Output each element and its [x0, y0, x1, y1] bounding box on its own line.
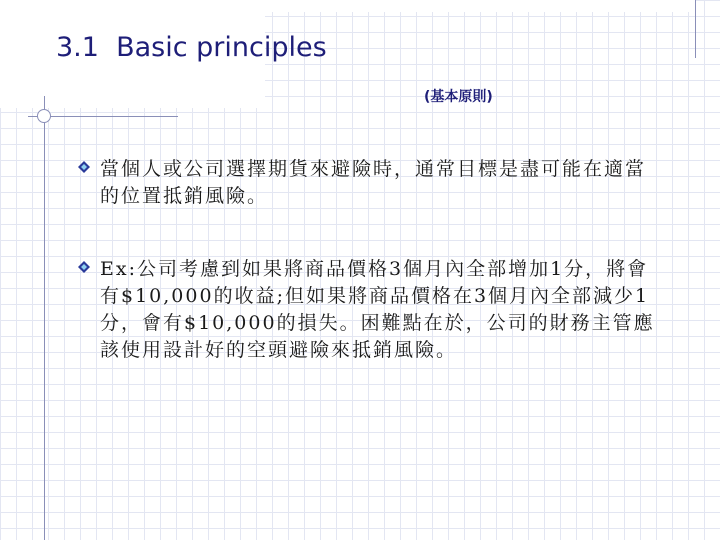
top-background [265, 0, 695, 12]
bullet-text: 當個人或公司選擇期貨來避險時，通常目標是盡可能在適當的位置抵銷風險。 [100, 158, 647, 207]
diamond-bullet-icon [78, 261, 90, 273]
rule-circle-ornament [37, 109, 51, 123]
vertical-rule-right [695, 0, 696, 58]
slide-subtitle: (基本原則) [424, 89, 493, 105]
diamond-bullet-icon [78, 161, 90, 173]
slide-title: 3.1 Basic principles [56, 32, 327, 63]
bullet-item [78, 156, 658, 210]
bullet-text: Ex:公司考慮到如果將商品價格3個月內全部增加1分，將會有$10,000的收益;但如果將商品價格在3個月內全部減少1分，會有$10,000的損失。困難點在於，公司的財務主管應該使用設計好的空頭避險來抵銷風險。 [100, 258, 655, 361]
bullet-item [78, 256, 658, 364]
vertical-rule [44, 96, 45, 540]
